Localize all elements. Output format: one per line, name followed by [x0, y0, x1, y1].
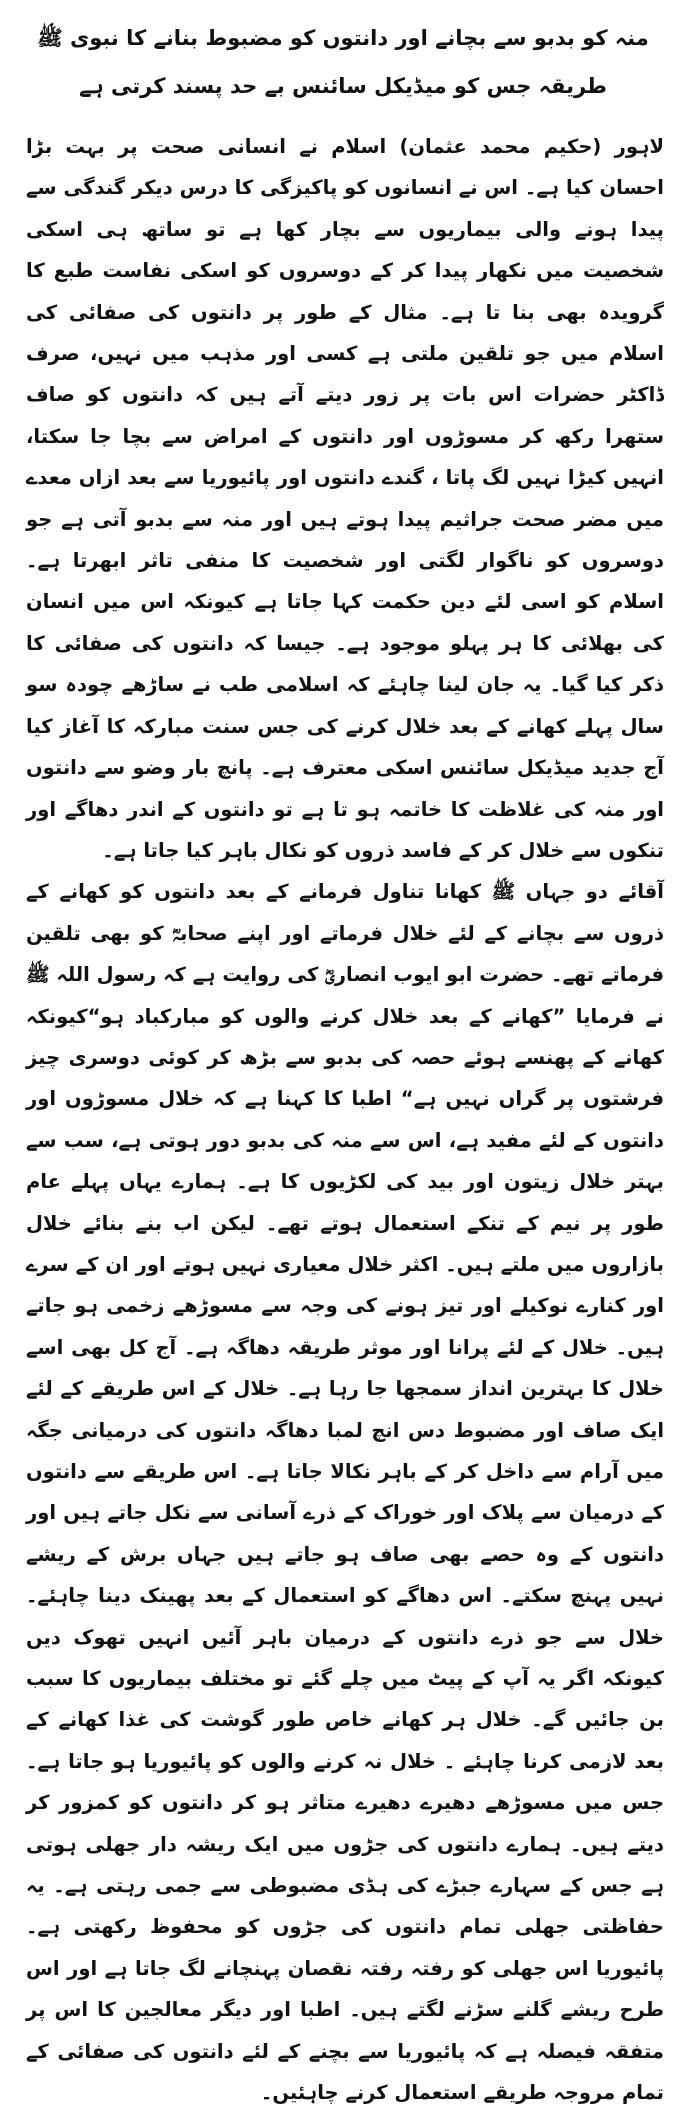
article-paragraph-2: آقائے دو جہاں ﷺ کھانا تناول فرمانے کے بعد دانتوں کو کھانے کے ذروں سے بچانے کے لئے خلال فرماتے اور اپنے صحابہؓ کو بھی تلقین فرماتے تھے۔ حضرت ابو ایوب انصاریؓ کی روایت ہے کہ رسول اللہ ﷺ نے فرمایا ”کھانے کے بعد خلال کرنے والوں کو مبارکباد ہو“کیونکہ کھانے کے پھنسے ہوئے حصہ کی بدبو سے بڑھ کر کوئی دوسری چیز فرشتوں پر گراں نہیں ہے“ اطبا کا کہنا ہے کہ خلال مسوڑوں اور دانتوں کے لئے مفید ہے، اس سے منہ کی بدبو دور ہوتی ہے، سب سے بہتر خلال زیتون اور بید کی لکڑیوں کا ہے۔ ہمارے یہاں پہلے عام طور پر نیم کے تنکے استعمال ہوتے تھے۔ لیکن اب بنے بنائے خلال بازاروں میں ملتے ہیں۔ اکثر خلال معیاری نہیں ہوتے اور ان کے سرے اور کنارے نوکیلے اور تیز ہونے کی وجہ سے مسوڑھے زخمی ہو جاتے ہیں۔ خلال کے لئے پرانا اور موثر طریقہ دھاگہ ہے۔ آج کل بھی اسے خلال کا بہترین انداز سمجھا جا رہا ہے۔ خلال کے اس طریقے کے لئے ایک صاف اور مضبوط دس انچ لمبا دھاگہ دانتوں کی درمیانی جگہ میں آرام سے داخل کر کے باہر نکالا جاتا ہے۔ اس طریقے سے دانتوں کے درمیان سے پلاک اور خوراک کے ذرے آسانی سے نکل جاتے ہیں اور دانتوں کے وہ حصے بھی صاف ہو جاتے ہیں جہاں برش کے ریشے نہیں پہنچ سکتے۔ اس دھاگے کو استعمال کے بعد پھینک دینا چاہئے۔ خلال سے جو ذرے دانتوں کے درمیان باہر آئیں انہیں تھوک دیں کیونکہ اگر یہ آپ کے پیٹ میں چلے گئے تو مختلف بیماریوں کا سبب بن جائیں گے۔ خلال ہر کھانے خاص طور گوشت کی غذا کھانے کے بعد لازمی کرنا چاہئے ۔ خلال نہ کرنے والوں کو پائیوریا ہو جاتا ہے۔ جس میں مسوڑھے دھیرے دھیرے متاثر ہو کر دانتوں کو کمزور کر دیتے ہیں۔ ہمارے دانتوں کی جڑوں میں ایک ریشہ دار جھلی ہوتی ہے جس کے سہارے جبڑے کی ہڈی مضبوطی سے جمی رہتی ہے۔ یہ حفاظتی جھلی تمام دانتوں کی جڑوں کو محفوظ رکھتی ہے۔ پائیوریا اس جھلی کو رفتہ رفتہ نقصان پہنچانے لگ جاتا ہے اور اس طرح ریشے گلنے سڑنے لگتے ہیں۔ اطبا اور دیگر معالجین کا اس پر متفقہ فیصلہ ہے کہ پائیوریا سے بچنے کے لئے دانتوں کی صفائی کے تمام مروجہ طریقے استعمال کرنے چاہئیں۔	[26, 880, 664, 2105]
article	[26, 14, 664, 2105]
article-headline: منہ کو بدبو سے بچانے اور دانتوں کو مضبوط بنانے کا نبوی ﷺ طریقہ جس کو میڈیکل سائنس بے حد پسند کرتی ہے	[37, 26, 649, 98]
article-paragraph-1: لاہور (حکیم محمد عثمان) اسلام نے انسانی صحت پر بہت بڑا احسان کیا ہے۔ اس نے انسانوں کو پاکیزگی کا درس دیکر گندگی سے پیدا ہونے والی بیماریوں سے بچار کھا ہے تو ساتھ ہی اسکی شخصیت میں نکھار پیدا کر کے دوسروں کو اسکی نفاست طبع کا گرویدہ بھی بنا تا ہے۔ مثال کے طور پر دانتوں کی صفائی کی اسلام میں جو تلقین ملتی ہے کسی اور مذہب میں نہیں، صرف ڈاکٹر حضرات اس بات پر زور دیتے آتے ہیں کہ دانتوں کو صاف ستھرا رکھ کر مسوڑوں اور دانتوں کے امراض سے بچا جا سکتا، انہیں کیڑا نہیں لگ پاتا ، گندے دانتوں اور پائیوریا سے بعد ازاں معدے میں مضر صحت جراثیم پیدا ہوتے ہیں اور منہ سے بدبو آتی ہے جو دوسروں کو ناگوار لگتی اور شخصیت کا منفی تاثر ابھرتا ہے۔ اسلام کو اسی لئے دین حکمت کہا جاتا ہے کیونکہ اس میں انسان کی بھلائی کا ہر پہلو موجود ہے۔ جیسا کہ دانتوں کی صفائی کا ذکر کیا گیا۔ یہ جان لینا چاہئے کہ اسلامی طب نے ساڑھے چودہ سو سال پہلے کھانے کے بعد خلال کرنے کی جس سنت مبارکہ کا آغاز کیا آج جدید میڈیکل سائنس اسکی معترف ہے۔ پانچ بار وضو سے دانتوں اور منہ کی غلاظت کا خاتمہ ہو تا ہے تو دانتوں کے اندر دھاگے اور تنکوں سے خلال کر کے فاسد ذروں کو نکال باہر کیا جاتا ہے۔	[26, 135, 664, 862]
